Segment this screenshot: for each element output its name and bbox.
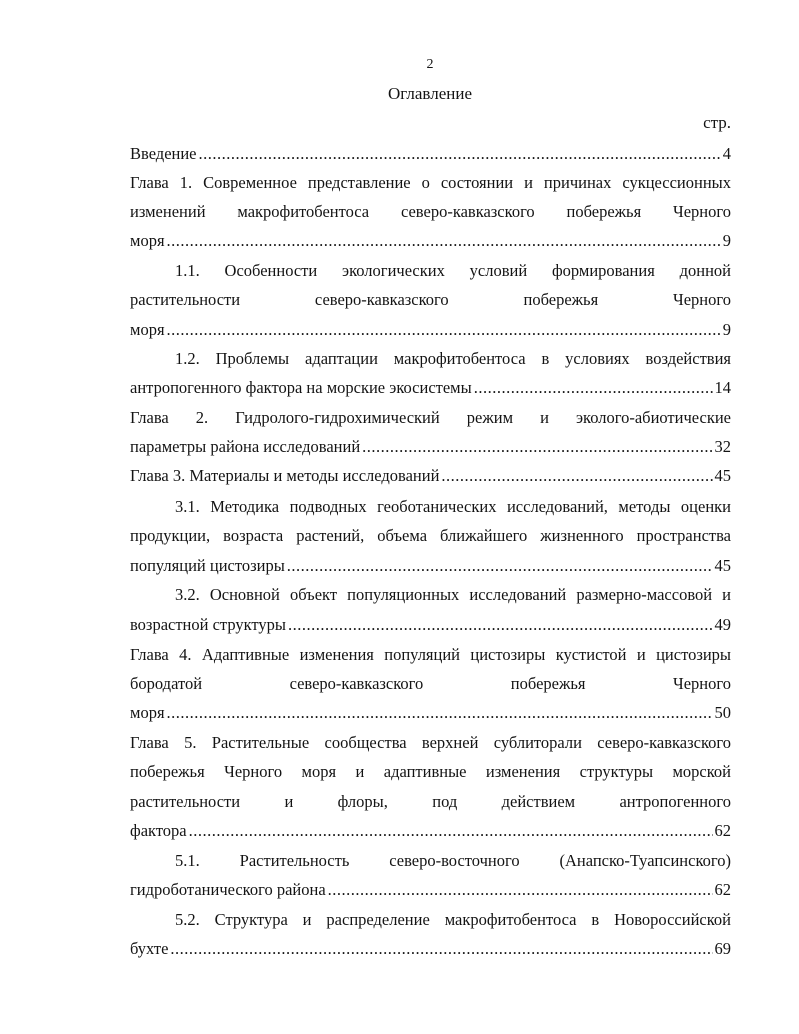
toc-entry-section-5-1-end: гидроботанического района ..... 62	[130, 880, 731, 900]
toc-entry-section-3-2[interactable]: 3.2. Основной объект популяционных исследований размерно-массовой и	[175, 585, 731, 604]
toc-entry-chapter-4-end: моря ..... 50	[130, 703, 731, 723]
page-title: Оглавление	[388, 84, 472, 103]
toc-page-number: 49	[714, 615, 731, 634]
toc-entry-chapter-5-cont-1: побережья Черного моря и адаптивные изменения структуры морской	[130, 762, 731, 781]
toc-entry-section-5-2[interactable]: 5.2. Структура и распределение макрофитобентоса в Новороссийской	[175, 910, 731, 929]
toc-entry-section-5-1[interactable]: 5.1. Растительность северо-восточного (Анапско-Туапсинского)	[175, 851, 731, 870]
toc-entry-chapter-4[interactable]: Глава 4. Адаптивные изменения популяций цистозиры кустистой и цистозиры	[130, 645, 731, 664]
toc-entry-chapter-2-end: параметры района исследований ..... 32	[130, 437, 731, 457]
toc-page-number: 14	[714, 378, 731, 397]
toc-entry-chapter-5-cont-2: растительности и флоры, под действием антропогенного	[130, 792, 731, 811]
toc-entry-section-1-1-end: моря ..... 9	[130, 320, 731, 340]
toc-entry-section-1-1[interactable]: 1.1. Особенности экологических условий формирования донной	[175, 261, 731, 280]
page-column-label: стр.	[703, 113, 731, 132]
toc-page-number: 69	[714, 939, 731, 958]
toc-entry-chapter-5[interactable]: Глава 5. Растительные сообщества верхней сублиторали северо-кавказского	[130, 733, 731, 752]
toc-entry-chapter-3[interactable]: Глава 3. Материалы и методы исследований ..... 45	[130, 466, 731, 486]
toc-page-number: 50	[714, 703, 731, 722]
toc-entry-section-1-1-cont: растительности северо-кавказского побережья Черного	[130, 290, 731, 309]
toc-entry-section-3-1-end: популяций цистозиры ..... 45	[130, 556, 731, 576]
toc-entry-chapter-1-cont: изменений макрофитобентоса северо-кавказского побережья Черного	[130, 202, 731, 221]
toc-entry-chapter-5-end: фактора ..... 62	[130, 821, 731, 841]
toc-entry-section-1-2-end: антропогенного фактора на морские экосистемы ..... 14	[130, 378, 731, 398]
toc-page-number: 9	[722, 231, 731, 250]
toc-entry-section-1-2[interactable]: 1.2. Проблемы адаптации макрофитобентоса в условиях воздействия	[175, 349, 731, 368]
toc-entry-chapter-2[interactable]: Глава 2. Гидролого-гидрохимический режим и эколого-абиотические	[130, 408, 731, 427]
toc-entry-section-5-2-end: бухте ..... 69	[130, 939, 731, 959]
toc-page-number: 62	[714, 821, 731, 840]
toc-page-number: 45	[714, 556, 731, 575]
toc-entry-introduction[interactable]: Введение ..... 4	[130, 144, 731, 164]
toc-page-number: 4	[722, 144, 731, 163]
toc-entry-section-3-1[interactable]: 3.1. Методика подводных геоботанических исследований, методы оценки	[175, 497, 731, 516]
toc-entry-chapter-1[interactable]: Глава 1. Современное представление о состоянии и причинах сукцессионных	[130, 173, 731, 192]
page-number: 2	[426, 57, 434, 72]
toc-entry-section-3-1-cont: продукции, возраста растений, объема ближайшего жизненного пространства	[130, 526, 731, 545]
toc-entry-chapter-1-end: моря ..... 9	[130, 231, 731, 251]
toc-page-number: 9	[722, 320, 731, 339]
toc-entry-chapter-4-cont: бородатой северо-кавказского побережья Черного	[130, 674, 731, 693]
toc-page-number: 45	[714, 466, 731, 485]
toc-page-number: 62	[714, 880, 731, 899]
toc-entry-section-3-2-end: возрастной структуры ..... 49	[130, 615, 731, 635]
toc-page-number: 32	[714, 437, 731, 456]
